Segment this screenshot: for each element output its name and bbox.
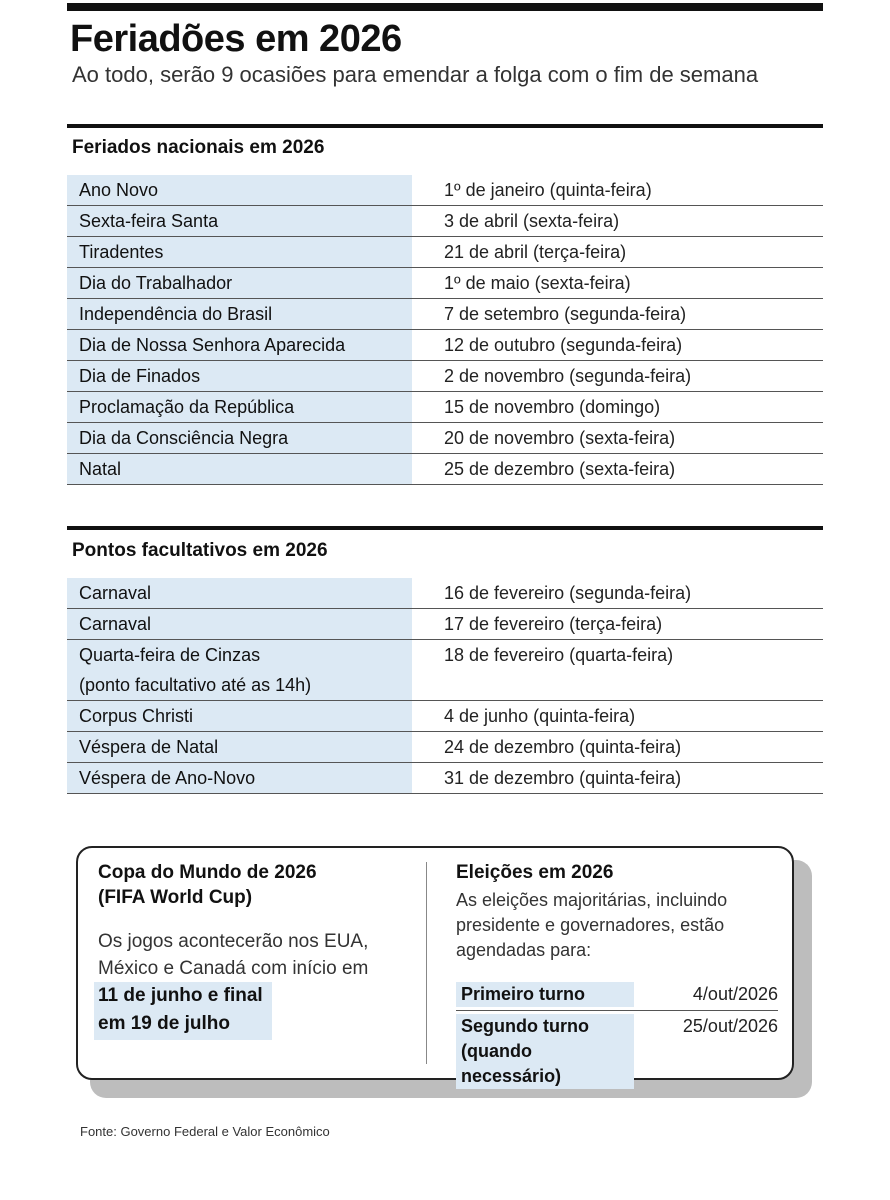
holiday-date: 20 de novembro (sexta-feira) (444, 428, 676, 448)
table-row (67, 237, 823, 268)
page-subtitle: Ao todo, serão 9 ocasiões para emendar a folga com o fim de semana (72, 62, 759, 87)
section-rule-nacionais (67, 124, 823, 128)
copa-highlight (98, 982, 298, 1038)
table-row (67, 640, 823, 701)
section-rule-facultativos (67, 526, 823, 530)
copa-title (98, 860, 398, 910)
eleicoes-title: Eleições em 2026 (456, 862, 614, 883)
segundo-turno-label-line1: Segundo turno (461, 1016, 589, 1036)
holiday-name: Véspera de Ano-Novo (67, 763, 412, 793)
holiday-name: Dia de Finados (67, 361, 412, 391)
table-facultativos (67, 578, 823, 794)
primeiro-turno-label: Primeiro turno (456, 982, 634, 1007)
primeiro-turno-value: 4/out/2026 (692, 984, 778, 1004)
turnos-table (456, 982, 778, 1089)
copa-highlight-line2: em 19 de julho (98, 1013, 230, 1034)
holiday-name: Dia do Trabalhador (67, 268, 412, 298)
table-row (67, 423, 823, 454)
holiday-date: 24 de dezembro (quinta-feira) (444, 737, 682, 757)
info-box (76, 846, 794, 1086)
copa-highlight-line1: 11 de junho e final (98, 985, 263, 1006)
eleicoes-text (456, 888, 776, 963)
table-row (67, 206, 823, 237)
holiday-date: 17 de fevereiro (terça-feira) (444, 614, 663, 634)
copa-text-line2: México e Canadá com início em (98, 958, 369, 979)
turno-row-segundo (456, 1014, 778, 1089)
holiday-name: Independência do Brasil (67, 299, 412, 329)
table-row (67, 330, 823, 361)
holiday-name: Tiradentes (67, 237, 412, 267)
holiday-name: Proclamação da República (67, 392, 412, 422)
segundo-turno-value: 25/out/2026 (682, 1016, 778, 1036)
table-row (67, 454, 823, 485)
holiday-name: Véspera de Natal (67, 732, 412, 762)
table-row (67, 392, 823, 423)
holiday-date: 12 de outubro (segunda-feira) (444, 335, 683, 355)
table-row (67, 701, 823, 732)
table-row (67, 299, 823, 330)
holiday-date: 16 de fevereiro (segunda-feira) (444, 583, 692, 603)
box-divider (426, 862, 427, 1064)
holiday-name: Corpus Christi (67, 701, 412, 731)
table-row (67, 578, 823, 609)
table-row (67, 268, 823, 299)
holiday-name: Dia de Nossa Senhora Aparecida (67, 330, 412, 360)
table-nacionais (67, 175, 823, 485)
holiday-name: Sexta-feira Santa (67, 206, 412, 236)
holiday-date: 15 de novembro (domingo) (444, 397, 661, 417)
holiday-date: 1º de janeiro (quinta-feira) (444, 180, 652, 200)
table-row (67, 609, 823, 640)
copa-title-line2: (FIFA World Cup) (98, 887, 253, 908)
holiday-date: 2 de novembro (segunda-feira) (444, 366, 692, 386)
holiday-name: Carnaval (67, 578, 412, 608)
holiday-date: 7 de setembro (segunda-feira) (444, 304, 687, 324)
eleicoes-text-line3: agendadas para: (456, 940, 592, 960)
holiday-name-line1: Quarta-feira de Cinzas (79, 645, 261, 665)
segundo-turno-label-line2: (quando necessário) (461, 1041, 562, 1086)
holiday-date: 3 de abril (sexta-feira) (444, 211, 620, 231)
copa-text (98, 928, 408, 982)
copa-title-line1: Copa do Mundo de 2026 (98, 862, 317, 883)
holiday-date: 25 de dezembro (sexta-feira) (444, 459, 676, 479)
holiday-date: 1º de maio (sexta-feira) (444, 273, 631, 293)
eleicoes-text-line2: presidente e governadores, estão (456, 915, 725, 935)
holiday-name: Natal (67, 454, 412, 484)
holiday-name: Ano Novo (67, 175, 412, 205)
table-row (67, 361, 823, 392)
source-note: Fonte: Governo Federal e Valor Econômico (80, 1124, 330, 1139)
top-rule (67, 3, 823, 11)
segundo-turno-label (456, 1014, 634, 1089)
holiday-date: 31 de dezembro (quinta-feira) (444, 768, 682, 788)
holiday-name (67, 640, 412, 700)
turno-row-primeiro (456, 982, 778, 1011)
holiday-name: Carnaval (67, 609, 412, 639)
section-title-nacionais: Feriados nacionais em 2026 (72, 137, 325, 158)
holiday-name: Dia da Consciência Negra (67, 423, 412, 453)
table-row (67, 763, 823, 794)
eleicoes-text-line1: As eleições majoritárias, incluindo (456, 890, 728, 910)
holiday-date: 4 de junho (quinta-feira) (444, 706, 636, 726)
copa-text-line1: Os jogos acontecerão nos EUA, (98, 931, 369, 952)
holiday-name-line2: (ponto facultativo até as 14h) (79, 675, 312, 695)
holiday-date: 21 de abril (terça-feira) (444, 242, 627, 262)
page-title: Feriadões em 2026 (70, 18, 402, 60)
table-row (67, 732, 823, 763)
table-row (67, 175, 823, 206)
holiday-date: 18 de fevereiro (quarta-feira) (444, 645, 674, 665)
section-title-facultativos: Pontos facultativos em 2026 (72, 540, 328, 561)
